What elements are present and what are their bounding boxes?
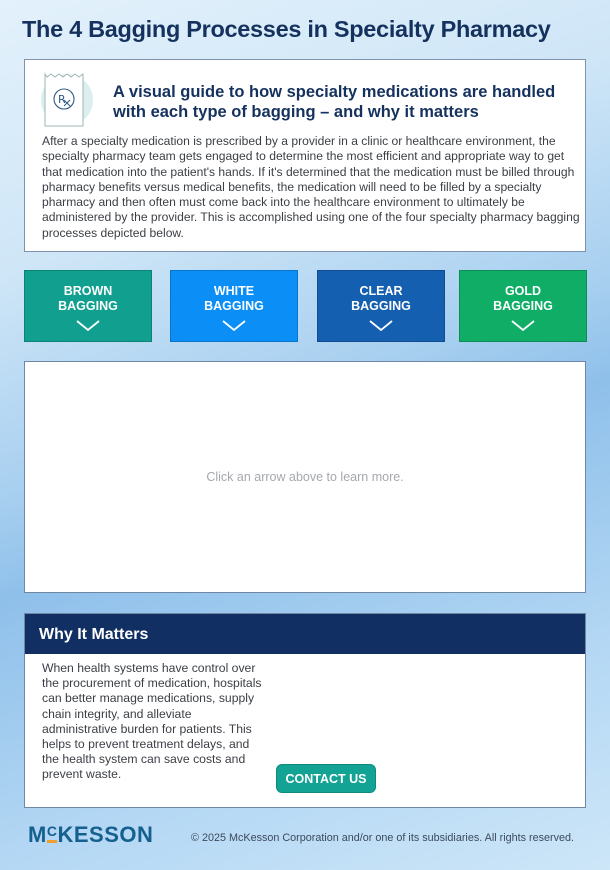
why-it-matters-card	[24, 613, 586, 808]
white-bagging-button[interactable]	[170, 270, 298, 342]
button-label-line1: CLEAR	[359, 284, 403, 298]
intro-body: After a specialty medication is prescribed by a provider in a clinic or healthcare environment, the specialty pharmacy team gets engaged to determine the most efficient and appropriate way to get that medication into the patient's hands. If it's determined that the medication must be billed through pharmacy benefits versus medical benefits, the medication will need to be filled by a specialty pharmacy and then often must come back into the healthcare environment to ultimately be administered by the provider. This is accomplished using one of the four specialty pharmacy bagging processes depicted below.	[42, 134, 580, 240]
clear-bagging-button[interactable]	[317, 270, 445, 342]
button-label-line2: BAGGING	[58, 299, 118, 313]
logo-part: C	[46, 823, 58, 839]
button-label-line2: BAGGING	[204, 299, 264, 313]
chevron-down-icon[interactable]	[368, 319, 394, 333]
why-it-matters-body: When health systems have control over the procurement of medication, hospitals can better manage medications, supply chain integrity, and alleviate administrative burden for patients. This helps to prevent treatment delays, and the health system can save costs and prevent waste.	[42, 661, 262, 782]
svg-text:R: R	[58, 93, 66, 106]
logo-part: KESSON	[57, 822, 154, 847]
info-placeholder-text: Click an arrow above to learn more.	[206, 470, 404, 484]
contact-us-button[interactable]: CONTACT US	[276, 764, 376, 793]
intro-heading: A visual guide to how specialty medications are handled with each type of bagging – and why it matters	[113, 83, 556, 121]
button-label-line2: BAGGING	[351, 299, 411, 313]
mckesson-logo	[28, 822, 153, 848]
button-label-line1: GOLD	[504, 284, 542, 298]
logo-part: M	[28, 822, 47, 847]
gold-bagging-button[interactable]	[459, 270, 587, 342]
chevron-down-icon[interactable]	[221, 319, 247, 333]
chevron-down-icon[interactable]	[75, 319, 101, 333]
why-it-matters-heading: Why It Matters	[25, 614, 585, 654]
chevron-down-icon[interactable]	[510, 319, 536, 333]
button-label-line1: WHITE	[213, 284, 255, 298]
intro-card	[24, 59, 586, 252]
brown-bagging-button[interactable]	[24, 270, 152, 342]
copyright-text: © 2025 McKesson Corporation and/or one of its subsidiaries. All rights reserved.	[191, 832, 575, 844]
button-label-line1: BROWN	[63, 284, 113, 298]
rx-prescription-icon	[37, 68, 97, 128]
button-label-line2: BAGGING	[493, 299, 553, 313]
page-title: The 4 Bagging Processes in Specialty Pharmacy	[22, 16, 551, 42]
bagging-info-panel	[24, 361, 586, 593]
